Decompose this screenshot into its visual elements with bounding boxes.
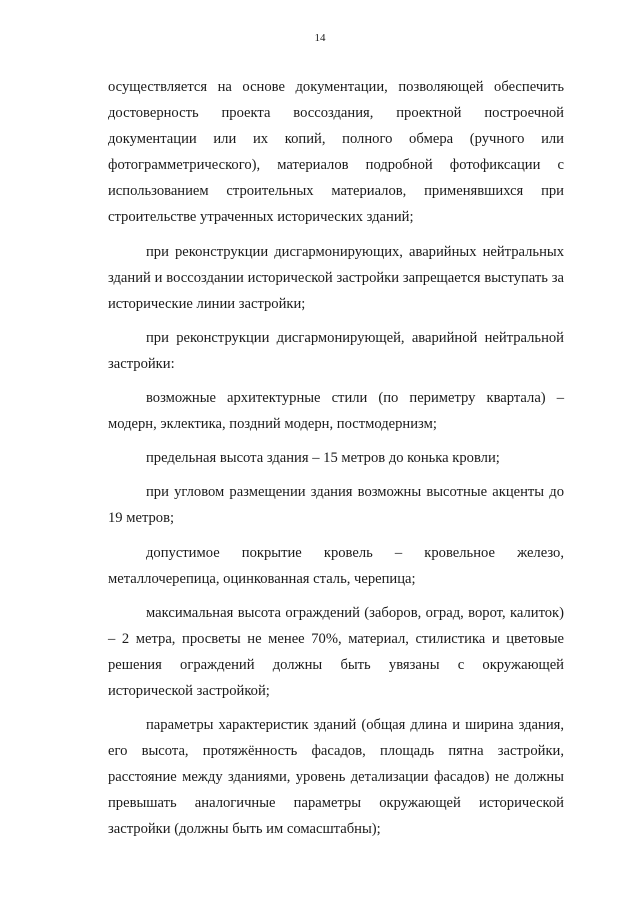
paragraph-architectural-styles: возможные архитектурные стили (по периметру квартала) – модерн, эклектика, поздний модерн, постмодернизм; xyxy=(108,390,564,433)
paragraph-reconstruction-building-lines: при реконструкции дисгармонирующих, аварийных нейтральных зданий и воссоздании исторической застройки запрещается выступать за исторические линии застройки; xyxy=(108,243,564,312)
paragraph-height-limit: предельная высота здания – 15 метров до конька кровли; xyxy=(146,450,500,467)
document-body xyxy=(108,74,564,851)
paragraph-continuation: осуществляется на основе документации, позволяющей обеспечить достоверность проекта воссоздания, проектной построечной документации или их копий, полного обмера (ручного или фотограмметрического), материалов подробной фотофиксации с использованием строительных материалов, применявшихся при строительстве утраченных исторических зданий; xyxy=(108,79,564,226)
paragraph-fence-height: максимальная высота ограждений (заборов, оград, ворот, калиток) – 2 метра, просветы не менее 70%, материал, стилистика и цветовые решения ограждений должны быть увязаны с окружающей исторической застройкой; xyxy=(108,604,564,699)
paragraph-reconstruction-intro: при реконструкции дисгармонирующей, аварийной нейтральной застройки: xyxy=(108,329,564,372)
paragraph-corner-accents: при угловом размещении здания возможны высотные акценты до 19 метров; xyxy=(108,484,564,527)
page-number: 14 xyxy=(314,32,326,44)
paragraph-building-parameters: параметры характеристик зданий (общая длина и ширина здания, его высота, протяжённость фасадов, площадь пятна застройки, расстояние между зданиями, уровень детализации фасадов) не должны превышать аналогичные параметры окружающей исторической застройки (должны быть им сомасштабны); xyxy=(108,717,564,838)
paragraph-roof-covering: допустимое покрытие кровель – кровельное железо, металлочерепица, оцинкованная сталь, черепица; xyxy=(108,544,564,587)
